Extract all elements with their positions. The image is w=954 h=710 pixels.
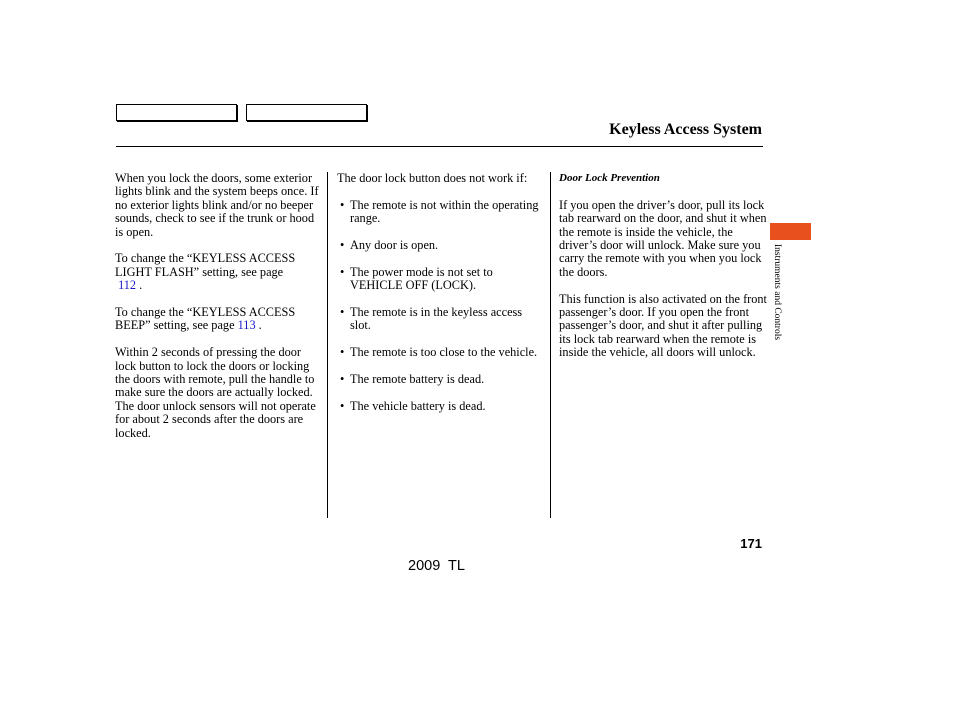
column-divider-2: [550, 172, 551, 518]
column-middle: [337, 172, 542, 427]
list-item: [337, 306, 542, 333]
header-rule: [116, 146, 763, 147]
conditions-list: [337, 199, 542, 413]
nav-button-next[interactable]: [246, 104, 367, 121]
lock-feedback-paragraph: When you lock the doors, some exterior lights blink and the system beeps once. If no exterior lights blink and/or no beeper sounds, check to see if the trunk or hood is open.: [115, 171, 319, 239]
driver-door-paragraph: If you open the driver’s door, pull its lock tab rearward on the door, and shut it when the remote is inside the vehicle, the driver’s door will unlock. Make sure you carry the remote with you when you lock the doors.: [559, 197, 767, 279]
column-right: [559, 172, 771, 373]
list-item-text: The vehicle battery is dead.: [350, 398, 486, 413]
nav-button-previous[interactable]: [116, 104, 237, 121]
column-divider-1: [327, 172, 328, 518]
beep-end: .: [255, 318, 262, 333]
list-item-text: The remote is in the keyless access slot.: [350, 305, 523, 333]
page-link-113[interactable]: 113: [237, 318, 256, 333]
light-flash-end: .: [136, 278, 143, 293]
list-item: [337, 373, 542, 386]
section-title: Keyless Access System: [609, 121, 762, 138]
bullet-icon: •: [340, 197, 345, 212]
page-link-112[interactable]: 112: [118, 278, 137, 293]
passenger-door-paragraph: This function is also activated on the front passenger’s door. If you open the front passenger’s door, and shut it after pulling its lock tab rearward when the remote is inside the vehicle, all doors will unlock.: [559, 291, 767, 360]
page-number: 171: [740, 536, 762, 551]
bullet-icon: •: [340, 372, 345, 386]
light-flash-setting-paragraph: [115, 252, 323, 292]
list-item-text: The remote is not within the operating range.: [350, 197, 539, 226]
beep-text: To change the “KEYLESS ACCESS BEEP” setting, see page: [115, 305, 296, 333]
list-item-text: The power mode is not set to VEHICLE OFF (LOCK).: [350, 264, 493, 293]
bullet-icon: •: [340, 238, 345, 252]
list-item: [337, 239, 542, 252]
bullet-icon: •: [340, 345, 345, 360]
list-item-text: Any door is open.: [350, 238, 439, 252]
beep-setting-paragraph: [115, 306, 323, 333]
door-lock-prevention-heading: Door Lock Prevention: [559, 172, 660, 184]
section-tab-marker: [770, 223, 811, 240]
footer-model-year: 2009 TL: [408, 558, 465, 574]
list-item: [337, 266, 542, 293]
lock-check-paragraph: Within 2 seconds of pressing the door lock button to lock the doors or locking the doors with remote, pull the handle to make sure the doors are actually locked. The door unlock sensors will not operate for about 2 seconds after the doors are locked.: [115, 345, 316, 440]
conditions-intro: The door lock button does not work if:: [337, 171, 528, 185]
list-item-text: The remote battery is dead.: [350, 372, 485, 386]
list-item: [337, 199, 542, 226]
list-item: [337, 346, 542, 359]
list-item: [337, 400, 542, 413]
list-item-text: The remote is too close to the vehicle.: [350, 345, 538, 360]
light-flash-text: To change the “KEYLESS ACCESS LIGHT FLASH” setting, see page: [115, 251, 296, 279]
bullet-icon: •: [340, 305, 345, 319]
section-side-label: Instruments and Controls: [772, 244, 782, 341]
bullet-icon: •: [340, 264, 345, 279]
bullet-icon: •: [340, 398, 345, 413]
column-left: [115, 172, 323, 453]
